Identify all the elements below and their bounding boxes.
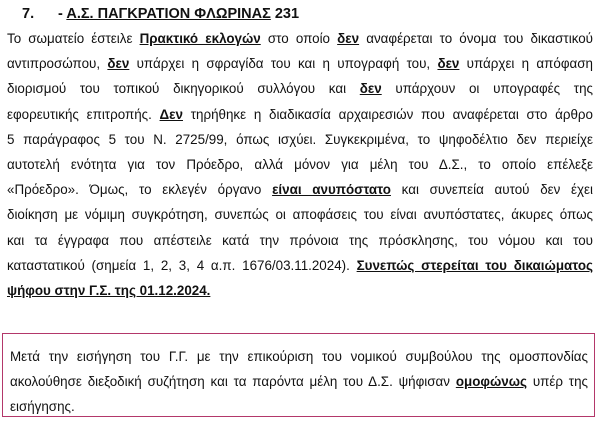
decision-line-1: Μετά την εισήγηση του Γ.Γ. με την επικούριση του νομικού συμβούλου της ομοσπονδίας — [10, 349, 588, 364]
body-line-3: διορισμού του τοπικού δικηγορικού συλλόγου και δεν υπάρχουν οι υπογραφές της — [7, 81, 593, 97]
heading-dash: - — [58, 6, 63, 22]
body-line-4: εφορευτικής επιτροπής. Δεν τηρήθηκε η διαδικασία αρχαιρεσιών που αναφέρεται στο άρθρο — [7, 106, 593, 122]
decision-box — [2, 333, 595, 417]
findings-paragraph — [7, 26, 593, 303]
body-line-5: 5 παράγραφος 5 του Ν. 2725/99, όπως ισχύει. Συγκεκριμένα, το ψηφοδέλτιο δεν περιείχε — [7, 131, 593, 147]
unanimous-term: ομοφώνως — [455, 374, 527, 390]
club-name: Α.Σ. ΠΑΓΚΡΑΤΙΟΝ ΦΛΩΡΙΝΑΣ — [66, 6, 271, 22]
body-line-9: και τα έγγραφα που απέστειλε κατά την πρόνοια της πρόσκλησης, του νόμου και του — [7, 232, 593, 248]
body-line-8: διοίκηση με νόμιμη συγκρότηση, συνεπώς οι αποφάσεις του είναι ανυπόστατες, άκυρες όπως — [7, 207, 593, 223]
body-line-6: αυτοτελή ενότητα για τον Πρόεδρο, αλλά μόνον για μέλη του Δ.Σ., το οποίο επέλεξε — [7, 157, 593, 173]
body-line-2: αντιπροσώπου, δεν υπάρχει η σφραγίδα του και η υπογραφή του, δεν υπάρχει η απόφαση — [7, 56, 593, 72]
body-line-10: καταστατικού (σημεία 1, 2, 3, 4 α.π. 1676/03.11.2024). Συνεπώς στερείται του δικαιώματος — [7, 257, 593, 273]
decision-line-3: εισήγησης. — [10, 399, 75, 415]
decision-paragraph — [10, 344, 588, 420]
body-line-11: ψήφου στην Γ.Σ. της 01.12.2024. — [7, 283, 211, 299]
nonexistent-term: είναι ανυπόστατο — [272, 182, 391, 198]
body-line-1: Το σωματείο έστειλε Πρακτικό εκλογών στο οποίο δεν αναφέρεται το όνομα του δικαστικού — [7, 31, 594, 46]
body-line-7: «Πρόεδρο». Όμως, το εκλεγέν όργανο είναι ανυπόστατο και συνεπεία αυτού δεν έχει — [7, 182, 593, 198]
club-number: 231 — [270, 6, 300, 22]
section-heading — [22, 6, 299, 22]
decision-line-2: ακολούθησε διεξοδική συζήτηση και τα παρόντα μέλη του Δ.Σ. ψήφισαν ομοφώνως υπέρ της — [10, 374, 589, 390]
voting-right-conclusion: Συνεπώς στερείται του δικαιώματος — [356, 257, 593, 273]
section-number: 7. — [22, 6, 35, 22]
election-minutes-term: Πρακτικό εκλογών — [139, 31, 261, 46]
